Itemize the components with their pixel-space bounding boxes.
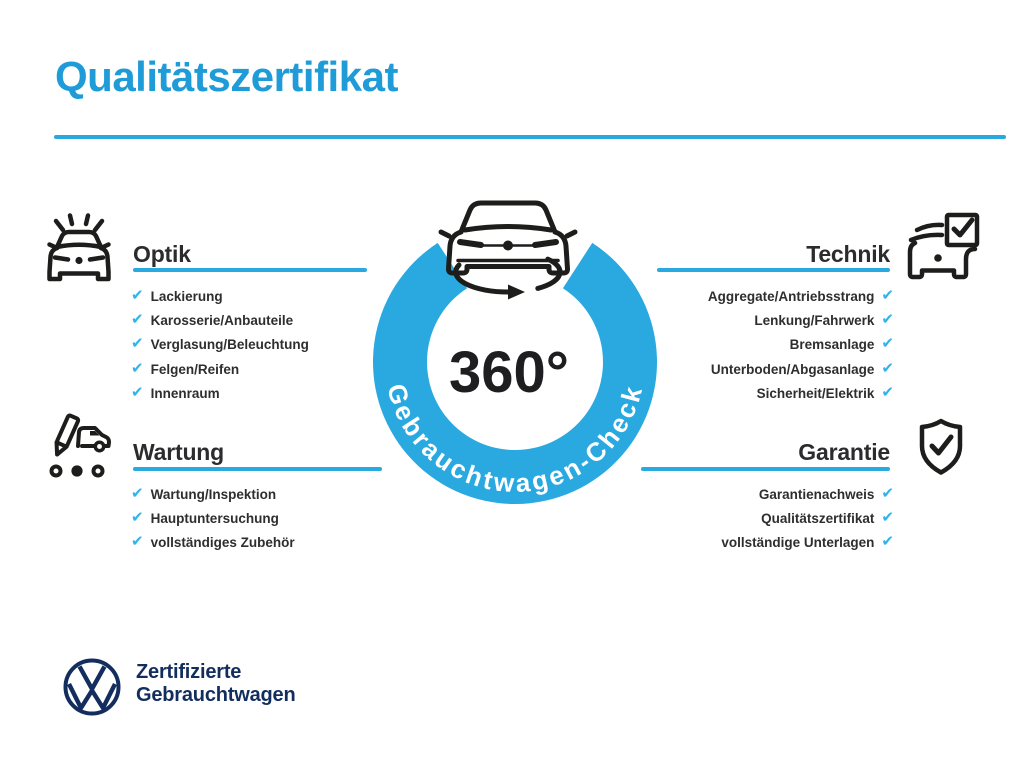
brand-line2: Gebrauchtwagen [136,683,296,706]
section-heading-garantie: Garantie [798,439,890,465]
list-item-label: Aggregate/Antriebsstrang [707,288,875,304]
ring-label: Gebrauchtwagen-Check [381,380,649,499]
check-icon: ✔ [881,359,894,377]
check-icon: ✔ [881,335,894,353]
list-item-label: vollständiges Zubehör [150,535,295,551]
check-icon: ✔ [131,311,144,329]
list-item [614,506,894,530]
section-heading-technik: Technik [806,241,890,267]
check-icon: ✔ [881,384,894,402]
optik-underline [133,268,367,272]
list-item [131,308,309,332]
car-shine-icon [44,209,116,283]
section-heading-wartung: Wartung [133,439,225,465]
list-item [614,531,894,555]
degree-label: 360° [449,340,569,405]
service-checklist-icon [44,413,114,479]
check-icon: ✔ [131,384,144,402]
check-icon: ✔ [131,484,144,502]
list-item-label: Lackierung [150,288,223,304]
list-item-label: Innenraum [150,386,220,402]
badge-360-check [365,183,665,507]
check-icon: ✔ [131,359,144,377]
garantie-underline [641,467,890,471]
list-item-label: Hauptuntersuchung [150,511,279,527]
page-title: Qualitätszertifikat [55,53,398,100]
list-item-label: Qualitätszertifikat [761,511,875,527]
list-item [131,357,309,381]
list-item-label: Wartung/Inspektion [150,486,277,502]
check-icon: ✔ [131,533,144,551]
list-item-label: Garantienachweis [758,486,875,502]
list-item-label: Verglasung/Beleuchtung [150,337,309,353]
list-item-label: Bremsanlage [789,337,875,353]
list-item [131,284,309,308]
check-icon: ✔ [881,484,894,502]
section-heading-optik: Optik [133,241,191,267]
list-item [131,506,295,530]
vw-logo [62,657,122,717]
optik-checklist [131,284,309,406]
brand-text [136,661,295,706]
check-icon: ✔ [881,311,894,329]
list-item [131,482,295,506]
wartung-underline [133,467,382,471]
check-icon: ✔ [881,533,894,551]
list-item-label: Sicherheit/Elektrik [756,386,875,402]
wartung-checklist [131,482,295,555]
list-item-label: vollständige Unterlagen [721,535,875,551]
list-item-label: Karosserie/Anbauteile [150,313,294,329]
check-icon: ✔ [131,509,144,527]
brand-line1: Zertifizierte [136,661,242,683]
list-item-label: Unterboden/Abgasanlage [710,361,875,377]
check-icon: ✔ [131,335,144,353]
check-icon: ✔ [881,509,894,527]
shield-check-icon [916,418,966,476]
technik-underline [657,268,890,272]
title-divider [54,135,1006,139]
list-item-label: Lenkung/Fahrwerk [754,313,875,329]
check-icon: ✔ [131,286,144,304]
list-item [131,382,309,406]
list-item-label: Felgen/Reifen [150,361,240,377]
car-checkbox-icon [905,212,981,284]
list-item [131,333,309,357]
list-item [131,531,295,555]
check-icon: ✔ [881,286,894,304]
